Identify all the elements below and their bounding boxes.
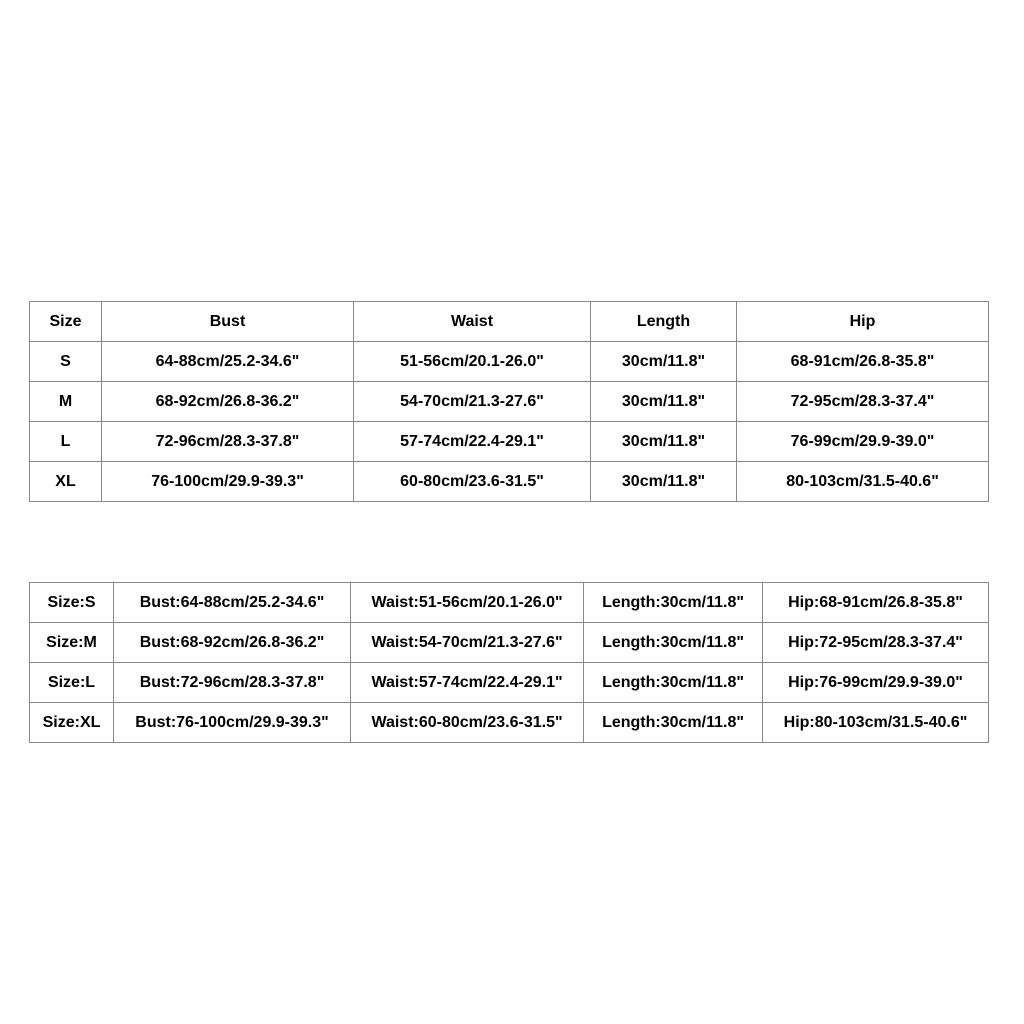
cell-hip: Hip:68-91cm/26.8-35.8" <box>763 583 989 623</box>
cell-bust: 64-88cm/25.2-34.6" <box>102 342 354 382</box>
cell-size: L <box>30 422 102 462</box>
size-chart-table-columns <box>29 301 989 502</box>
cell-bust: Bust:76-100cm/29.9-39.3" <box>114 703 351 743</box>
cell-hip: 68-91cm/26.8-35.8" <box>737 342 989 382</box>
cell-size: M <box>30 382 102 422</box>
cell-length: Length:30cm/11.8" <box>584 703 763 743</box>
header-size: Size <box>30 302 102 342</box>
cell-length: 30cm/11.8" <box>591 462 737 502</box>
cell-bust: 76-100cm/29.9-39.3" <box>102 462 354 502</box>
header-hip: Hip <box>737 302 989 342</box>
cell-waist: Waist:51-56cm/20.1-26.0" <box>351 583 584 623</box>
cell-bust: Bust:64-88cm/25.2-34.6" <box>114 583 351 623</box>
cell-length: 30cm/11.8" <box>591 382 737 422</box>
cell-waist: Waist:60-80cm/23.6-31.5" <box>351 703 584 743</box>
cell-hip: Hip:76-99cm/29.9-39.0" <box>763 663 989 703</box>
cell-length: Length:30cm/11.8" <box>584 623 763 663</box>
table-row <box>30 583 989 623</box>
cell-waist: 54-70cm/21.3-27.6" <box>354 382 591 422</box>
cell-size: Size:L <box>30 663 114 703</box>
cell-waist: 60-80cm/23.6-31.5" <box>354 462 591 502</box>
cell-waist: Waist:54-70cm/21.3-27.6" <box>351 623 584 663</box>
header-bust: Bust <box>102 302 354 342</box>
table-row <box>30 623 989 663</box>
cell-hip: 76-99cm/29.9-39.0" <box>737 422 989 462</box>
table-row <box>30 422 989 462</box>
table-row <box>30 462 989 502</box>
cell-bust: Bust:68-92cm/26.8-36.2" <box>114 623 351 663</box>
cell-waist: 57-74cm/22.4-29.1" <box>354 422 591 462</box>
header-waist: Waist <box>354 302 591 342</box>
cell-waist: Waist:57-74cm/22.4-29.1" <box>351 663 584 703</box>
table-row <box>30 703 989 743</box>
cell-bust: 72-96cm/28.3-37.8" <box>102 422 354 462</box>
cell-size: Size:M <box>30 623 114 663</box>
cell-hip: 72-95cm/28.3-37.4" <box>737 382 989 422</box>
cell-bust: 68-92cm/26.8-36.2" <box>102 382 354 422</box>
cell-hip: Hip:72-95cm/28.3-37.4" <box>763 623 989 663</box>
cell-size: S <box>30 342 102 382</box>
table-row <box>30 342 989 382</box>
cell-size: XL <box>30 462 102 502</box>
cell-hip: 80-103cm/31.5-40.6" <box>737 462 989 502</box>
cell-length: Length:30cm/11.8" <box>584 583 763 623</box>
table-row <box>30 663 989 703</box>
cell-hip: Hip:80-103cm/31.5-40.6" <box>763 703 989 743</box>
table-row <box>30 382 989 422</box>
cell-waist: 51-56cm/20.1-26.0" <box>354 342 591 382</box>
header-length: Length <box>591 302 737 342</box>
cell-bust: Bust:72-96cm/28.3-37.8" <box>114 663 351 703</box>
cell-length: 30cm/11.8" <box>591 342 737 382</box>
cell-size: Size:XL <box>30 703 114 743</box>
size-chart-table-inline <box>29 582 989 743</box>
cell-length: 30cm/11.8" <box>591 422 737 462</box>
cell-length: Length:30cm/11.8" <box>584 663 763 703</box>
table-header-row <box>30 302 989 342</box>
cell-size: Size:S <box>30 583 114 623</box>
